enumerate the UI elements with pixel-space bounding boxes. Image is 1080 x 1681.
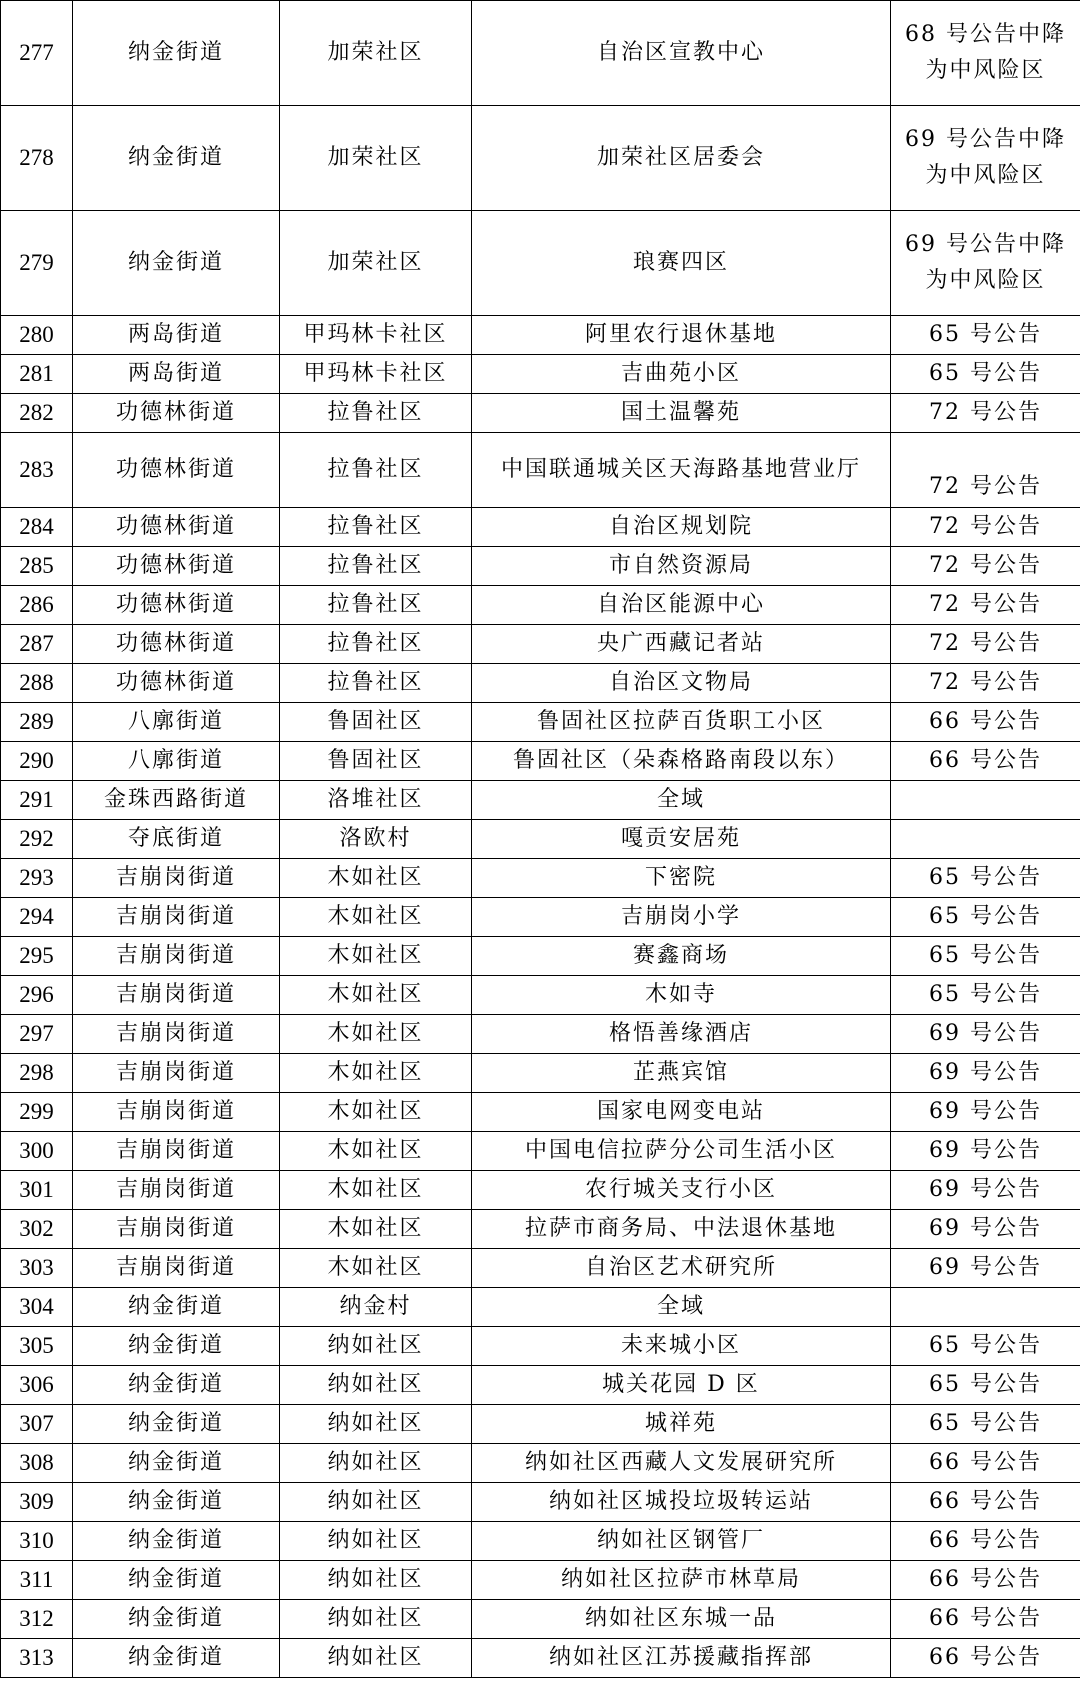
- street-cell: 功德林街道: [73, 547, 280, 586]
- street-cell: 纳金街道: [73, 1522, 280, 1561]
- table-row: [1, 703, 1080, 742]
- announcement-cell: 72 号公告: [891, 508, 1080, 547]
- street-cell: 纳金街道: [73, 1327, 280, 1366]
- street-cell: 纳金街道: [73, 1366, 280, 1405]
- place-cell: 中国联通城关区天海路基地营业厅: [472, 433, 891, 508]
- street-cell: 功德林街道: [73, 586, 280, 625]
- announcement-cell: 65 号公告: [891, 976, 1080, 1015]
- place-cell: 农行城关支行小区: [472, 1171, 891, 1210]
- street-cell: 功德林街道: [73, 625, 280, 664]
- row-number-cell: 277: [1, 1, 73, 106]
- table-row: [1, 1132, 1080, 1171]
- row-number-cell: 292: [1, 820, 73, 859]
- community-cell: 纳金村: [280, 1288, 472, 1327]
- announcement-cell: 69 号公告: [891, 1093, 1080, 1132]
- table-row: [1, 1639, 1080, 1678]
- place-cell: 自治区规划院: [472, 508, 891, 547]
- table-row: [1, 859, 1080, 898]
- community-cell: 纳如社区: [280, 1522, 472, 1561]
- place-cell: 纳如社区东城一品: [472, 1600, 891, 1639]
- announcement-cell: 65 号公告: [891, 355, 1080, 394]
- place-cell: 国土温馨苑: [472, 394, 891, 433]
- place-cell: 自治区艺术研究所: [472, 1249, 891, 1288]
- announcement-cell: 65 号公告: [891, 316, 1080, 355]
- row-number-cell: 286: [1, 586, 73, 625]
- place-cell: 阿里农行退休基地: [472, 316, 891, 355]
- announcement-cell: 72 号公告: [891, 394, 1080, 433]
- table-row: [1, 1015, 1080, 1054]
- table-row: [1, 355, 1080, 394]
- table-row: [1, 586, 1080, 625]
- row-number-cell: 293: [1, 859, 73, 898]
- street-cell: 吉崩岗街道: [73, 1015, 280, 1054]
- place-cell: 加荣社区居委会: [472, 106, 891, 211]
- street-cell: 纳金街道: [73, 211, 280, 316]
- announcement-cell: 69 号公告: [891, 1210, 1080, 1249]
- row-number-cell: 308: [1, 1444, 73, 1483]
- table-row: [1, 316, 1080, 355]
- row-number-cell: 298: [1, 1054, 73, 1093]
- place-cell: 格悟善缘酒店: [472, 1015, 891, 1054]
- street-cell: 两岛街道: [73, 355, 280, 394]
- street-cell: 纳金街道: [73, 1444, 280, 1483]
- row-number-cell: 309: [1, 1483, 73, 1522]
- announcement-cell: 72 号公告: [891, 664, 1080, 703]
- community-cell: 纳如社区: [280, 1483, 472, 1522]
- row-number-cell: 291: [1, 781, 73, 820]
- table-row: [1, 1249, 1080, 1288]
- announcement-cell: 65 号公告: [891, 1405, 1080, 1444]
- row-number-cell: 296: [1, 976, 73, 1015]
- table-row: [1, 211, 1080, 316]
- announcement-cell: 69 号公告中降为中风险区: [891, 211, 1080, 316]
- row-number-cell: 310: [1, 1522, 73, 1561]
- place-cell: 全域: [472, 781, 891, 820]
- announcement-cell: 69 号公告: [891, 1015, 1080, 1054]
- place-cell: 城祥苑: [472, 1405, 891, 1444]
- place-cell: 纳如社区钢管厂: [472, 1522, 891, 1561]
- street-cell: 纳金街道: [73, 1561, 280, 1600]
- place-cell: 城关花园 D 区: [472, 1366, 891, 1405]
- table-row: [1, 433, 1080, 508]
- community-cell: 洛欧村: [280, 820, 472, 859]
- community-cell: 拉鲁社区: [280, 547, 472, 586]
- row-number-cell: 300: [1, 1132, 73, 1171]
- table-row: [1, 1405, 1080, 1444]
- row-number-cell: 290: [1, 742, 73, 781]
- announcement-cell: 68 号公告中降为中风险区: [891, 1, 1080, 106]
- place-cell: 拉萨市商务局、中法退休基地: [472, 1210, 891, 1249]
- place-cell: 木如寺: [472, 976, 891, 1015]
- row-number-cell: 302: [1, 1210, 73, 1249]
- community-cell: 木如社区: [280, 859, 472, 898]
- row-number-cell: 304: [1, 1288, 73, 1327]
- street-cell: 功德林街道: [73, 664, 280, 703]
- place-cell: 吉崩岗小学: [472, 898, 891, 937]
- announcement-cell: 72 号公告: [891, 433, 1080, 508]
- row-number-cell: 279: [1, 211, 73, 316]
- table-row: [1, 1054, 1080, 1093]
- street-cell: 纳金街道: [73, 1405, 280, 1444]
- announcement-cell: 66 号公告: [891, 1600, 1080, 1639]
- row-number-cell: 301: [1, 1171, 73, 1210]
- community-cell: 甲玛林卡社区: [280, 316, 472, 355]
- row-number-cell: 311: [1, 1561, 73, 1600]
- row-number-cell: 307: [1, 1405, 73, 1444]
- place-cell: 市自然资源局: [472, 547, 891, 586]
- announcement-cell: 66 号公告: [891, 1639, 1080, 1678]
- place-cell: 纳如社区江苏援藏指挥部: [472, 1639, 891, 1678]
- announcement-cell: 65 号公告: [891, 859, 1080, 898]
- announcement-cell: 69 号公告: [891, 1249, 1080, 1288]
- announcement-cell: 66 号公告: [891, 703, 1080, 742]
- row-number-cell: 289: [1, 703, 73, 742]
- announcement-cell: 72 号公告: [891, 625, 1080, 664]
- community-cell: 拉鲁社区: [280, 664, 472, 703]
- announcement-cell: 69 号公告: [891, 1171, 1080, 1210]
- row-number-cell: 283: [1, 433, 73, 508]
- announcement-cell: 69 号公告: [891, 1054, 1080, 1093]
- row-number-cell: 299: [1, 1093, 73, 1132]
- place-cell: 芷燕宾馆: [472, 1054, 891, 1093]
- street-cell: 吉崩岗街道: [73, 1249, 280, 1288]
- table-row: [1, 1483, 1080, 1522]
- place-cell: 未来城小区: [472, 1327, 891, 1366]
- street-cell: 纳金街道: [73, 1483, 280, 1522]
- table-row: [1, 1288, 1080, 1327]
- table-row: [1, 625, 1080, 664]
- community-cell: 木如社区: [280, 937, 472, 976]
- street-cell: 吉崩岗街道: [73, 937, 280, 976]
- table-row: [1, 106, 1080, 211]
- street-cell: 吉崩岗街道: [73, 1132, 280, 1171]
- table-row: [1, 898, 1080, 937]
- place-cell: 央广西藏记者站: [472, 625, 891, 664]
- community-cell: 纳如社区: [280, 1561, 472, 1600]
- place-cell: 鲁固社区拉萨百货职工小区: [472, 703, 891, 742]
- announcement-cell: 65 号公告: [891, 1327, 1080, 1366]
- community-cell: 鲁固社区: [280, 742, 472, 781]
- community-cell: 拉鲁社区: [280, 394, 472, 433]
- place-cell: 自治区文物局: [472, 664, 891, 703]
- community-cell: 纳如社区: [280, 1444, 472, 1483]
- row-number-cell: 313: [1, 1639, 73, 1678]
- street-cell: 纳金街道: [73, 1639, 280, 1678]
- street-cell: 八廓街道: [73, 703, 280, 742]
- place-cell: 自治区能源中心: [472, 586, 891, 625]
- community-cell: 纳如社区: [280, 1405, 472, 1444]
- announcement-cell: 66 号公告: [891, 1522, 1080, 1561]
- street-cell: 纳金街道: [73, 1, 280, 106]
- table-row: [1, 1, 1080, 106]
- table-row: [1, 547, 1080, 586]
- street-cell: 纳金街道: [73, 1600, 280, 1639]
- row-number-cell: 303: [1, 1249, 73, 1288]
- row-number-cell: 294: [1, 898, 73, 937]
- community-cell: 木如社区: [280, 1249, 472, 1288]
- place-cell: 下密院: [472, 859, 891, 898]
- street-cell: 两岛街道: [73, 316, 280, 355]
- place-cell: 纳如社区城投垃圾转运站: [472, 1483, 891, 1522]
- place-cell: 全域: [472, 1288, 891, 1327]
- community-cell: 纳如社区: [280, 1639, 472, 1678]
- table-row: [1, 1600, 1080, 1639]
- community-cell: 木如社区: [280, 1210, 472, 1249]
- street-cell: 吉崩岗街道: [73, 1054, 280, 1093]
- place-cell: 自治区宣教中心: [472, 1, 891, 106]
- announcement-cell: 69 号公告: [891, 1132, 1080, 1171]
- announcement-cell: [891, 781, 1080, 820]
- community-cell: 木如社区: [280, 1132, 472, 1171]
- street-cell: 吉崩岗街道: [73, 859, 280, 898]
- table-row: [1, 1366, 1080, 1405]
- community-cell: 纳如社区: [280, 1600, 472, 1639]
- row-number-cell: 312: [1, 1600, 73, 1639]
- row-number-cell: 287: [1, 625, 73, 664]
- announcement-cell: 65 号公告: [891, 1366, 1080, 1405]
- announcement-cell: 66 号公告: [891, 742, 1080, 781]
- table-row: [1, 1171, 1080, 1210]
- community-cell: 鲁固社区: [280, 703, 472, 742]
- community-cell: 拉鲁社区: [280, 508, 472, 547]
- table-row: [1, 781, 1080, 820]
- community-cell: 木如社区: [280, 898, 472, 937]
- street-cell: 金珠西路街道: [73, 781, 280, 820]
- announcement-cell: [891, 820, 1080, 859]
- community-cell: 纳如社区: [280, 1366, 472, 1405]
- table-row: [1, 1327, 1080, 1366]
- announcement-cell: 69 号公告中降为中风险区: [891, 106, 1080, 211]
- place-cell: 中国电信拉萨分公司生活小区: [472, 1132, 891, 1171]
- table-row: [1, 1561, 1080, 1600]
- table-row: [1, 820, 1080, 859]
- place-cell: 吉曲苑小区: [472, 355, 891, 394]
- street-cell: 纳金街道: [73, 106, 280, 211]
- table-row: [1, 394, 1080, 433]
- street-cell: 功德林街道: [73, 508, 280, 547]
- community-cell: 加荣社区: [280, 1, 472, 106]
- place-cell: 琅赛四区: [472, 211, 891, 316]
- row-number-cell: 282: [1, 394, 73, 433]
- row-number-cell: 295: [1, 937, 73, 976]
- table-row: [1, 976, 1080, 1015]
- table-body: [1, 1, 1080, 1678]
- place-cell: 赛鑫商场: [472, 937, 891, 976]
- street-cell: 功德林街道: [73, 394, 280, 433]
- community-cell: 拉鲁社区: [280, 433, 472, 508]
- row-number-cell: 284: [1, 508, 73, 547]
- street-cell: 八廓街道: [73, 742, 280, 781]
- community-cell: 洛堆社区: [280, 781, 472, 820]
- table-row: [1, 1444, 1080, 1483]
- community-cell: 木如社区: [280, 1171, 472, 1210]
- street-cell: 夺底街道: [73, 820, 280, 859]
- street-cell: 吉崩岗街道: [73, 976, 280, 1015]
- community-cell: 拉鲁社区: [280, 586, 472, 625]
- street-cell: 纳金街道: [73, 1288, 280, 1327]
- row-number-cell: 297: [1, 1015, 73, 1054]
- place-cell: 鲁固社区（朵森格路南段以东）: [472, 742, 891, 781]
- table-row: [1, 508, 1080, 547]
- table-row: [1, 1093, 1080, 1132]
- row-number-cell: 280: [1, 316, 73, 355]
- community-cell: 木如社区: [280, 1015, 472, 1054]
- row-number-cell: 306: [1, 1366, 73, 1405]
- table-row: [1, 742, 1080, 781]
- community-cell: 纳如社区: [280, 1327, 472, 1366]
- place-cell: 纳如社区拉萨市林草局: [472, 1561, 891, 1600]
- table-row: [1, 1210, 1080, 1249]
- row-number-cell: 305: [1, 1327, 73, 1366]
- announcement-cell: 65 号公告: [891, 898, 1080, 937]
- community-cell: 木如社区: [280, 1054, 472, 1093]
- table-row: [1, 664, 1080, 703]
- announcement-cell: [891, 1288, 1080, 1327]
- community-cell: 木如社区: [280, 1093, 472, 1132]
- community-cell: 甲玛林卡社区: [280, 355, 472, 394]
- street-cell: 功德林街道: [73, 433, 280, 508]
- announcement-cell: 66 号公告: [891, 1561, 1080, 1600]
- street-cell: 吉崩岗街道: [73, 1171, 280, 1210]
- table-row: [1, 1522, 1080, 1561]
- row-number-cell: 278: [1, 106, 73, 211]
- community-cell: 加荣社区: [280, 211, 472, 316]
- row-number-cell: 281: [1, 355, 73, 394]
- street-cell: 吉崩岗街道: [73, 1093, 280, 1132]
- place-cell: 国家电网变电站: [472, 1093, 891, 1132]
- street-cell: 吉崩岗街道: [73, 1210, 280, 1249]
- community-cell: 木如社区: [280, 976, 472, 1015]
- announcement-cell: 66 号公告: [891, 1444, 1080, 1483]
- community-cell: 加荣社区: [280, 106, 472, 211]
- row-number-cell: 288: [1, 664, 73, 703]
- announcement-cell: 72 号公告: [891, 586, 1080, 625]
- place-cell: 纳如社区西藏人文发展研究所: [472, 1444, 891, 1483]
- announcement-cell: 65 号公告: [891, 937, 1080, 976]
- table-row: [1, 937, 1080, 976]
- row-number-cell: 285: [1, 547, 73, 586]
- street-cell: 吉崩岗街道: [73, 898, 280, 937]
- announcement-cell: 72 号公告: [891, 547, 1080, 586]
- place-cell: 嘎贡安居苑: [472, 820, 891, 859]
- community-cell: 拉鲁社区: [280, 625, 472, 664]
- announcement-cell: 66 号公告: [891, 1483, 1080, 1522]
